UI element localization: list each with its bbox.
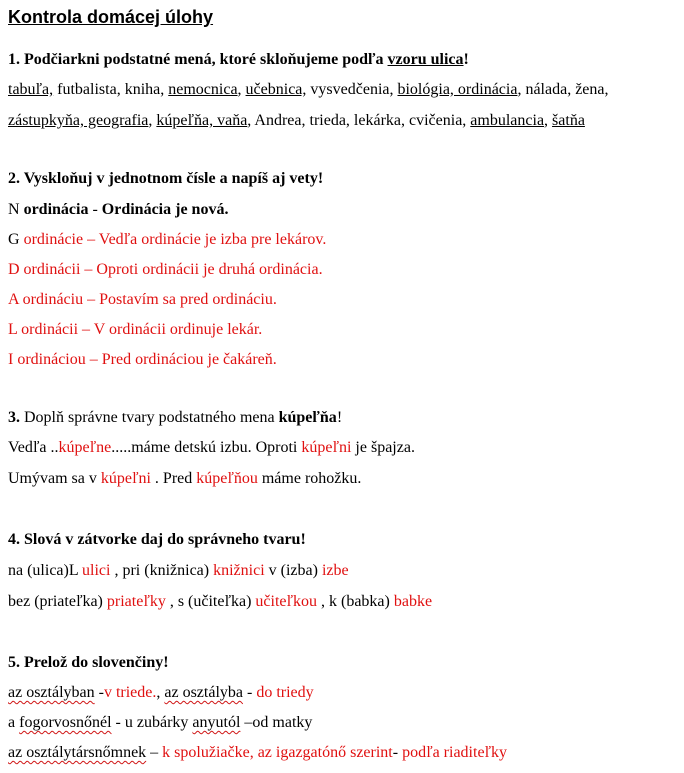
task2-instrumental: I ordináciou – Pred ordináciou je čakáreň.: [8, 351, 277, 368]
task5-l3-answer-1: k spolužiačke, az igazgatónő szerint: [162, 744, 393, 761]
underlined-noun: zástupkyňa, geografia: [8, 112, 149, 129]
word-segment: futbalista, kniha,: [53, 81, 169, 98]
underlined-noun: tabuľa,: [8, 81, 54, 98]
task4-l2-answer-1: priateľky: [106, 593, 166, 610]
underlined-noun: kúpeľňa, vaňa: [156, 112, 248, 129]
case-n-word: ordinácia: [23, 201, 89, 218]
task3-s2-answer-2: kúpeľňou: [196, 470, 258, 487]
task4-l2-text-c: , k (babka): [316, 593, 394, 610]
underlined-noun: ambulancia: [470, 112, 545, 129]
case-n-sep: -: [88, 201, 102, 218]
task3-s1-answer-2: kúpeľni: [301, 439, 352, 456]
word-segment: ,: [544, 112, 553, 129]
task1-words-line-2: [8, 111, 585, 131]
task5-l3-dash: –: [146, 744, 163, 761]
task3-heading-mark: !: [336, 409, 343, 426]
page-title: Kontrola domácej úlohy: [8, 7, 214, 27]
word-segment: ,: [237, 81, 246, 98]
task3-s2-text-c: máme rohožku.: [257, 470, 362, 487]
task4-l2-answer-2: učiteľkou: [255, 593, 317, 610]
case-n-sentence: Ordinácia je nová.: [101, 201, 229, 218]
task3-number: 3.: [8, 409, 20, 426]
task4-l1-text-c: v (izba): [264, 562, 322, 579]
task5-l1-source-1: az osztályban: [8, 684, 95, 701]
task4-l2-text-a: bez (priateľka): [8, 593, 107, 610]
task4-l2-answer-3: babke: [393, 593, 433, 610]
word-segment: , Andrea, trieda, lekárka, cvičenia,: [247, 112, 471, 129]
task2-heading: 2. Vyskloňuj v jednotnom čísle a napíš aj vety!: [8, 170, 324, 187]
task4-line-2: [8, 592, 432, 612]
task3-s2-text-b: . Pred: [150, 470, 197, 487]
case-g-label: G: [8, 231, 24, 248]
task5-l1-source-2: az osztályba: [164, 684, 243, 701]
task1-heading: [8, 50, 469, 70]
word-segment: , nálada, žena,: [517, 81, 609, 98]
task2-locative: L ordinácii – V ordinácii ordinuje lekár.: [8, 321, 263, 338]
task5-l3-source-1: az osztálytársnőmnek: [8, 744, 147, 761]
task1-words-line-1: [8, 80, 609, 100]
task4-l1-answer-3: izbe: [321, 562, 349, 579]
task2-nominative: [8, 200, 228, 220]
task5-l1-dash-2: -: [243, 684, 257, 701]
task3-s2-answer-1: kúpeľni: [100, 470, 151, 487]
task1-heading-text: 1. Podčiarkni podstatné mená, ktoré skloňujeme podľa: [8, 51, 388, 68]
task5-l3-dash-2: -: [392, 744, 403, 761]
task4-l1-answer-1: ulici: [82, 562, 111, 579]
task3-s1-answer-1: kúpeľne: [58, 439, 112, 456]
task5-l2-source-2: anyutól: [192, 714, 241, 731]
case-g-answer: ordinácie – Vedľa ordinácie je izba pre lekárov.: [23, 231, 327, 248]
task5-l1-answer-2: do triedy: [256, 684, 314, 701]
task3-s1-text-a: Vedľa ..: [8, 439, 59, 456]
task4-heading: 4. Slová v zátvorke daj do správneho tvaru!: [8, 531, 306, 548]
task3-sentence-1: [8, 438, 415, 458]
task5-line-3: [8, 743, 507, 763]
task4-l1-text-a: na (ulica)L: [8, 562, 83, 579]
task5-l1-gap: ,: [156, 684, 165, 701]
task2-dative: D ordinácii – Oproti ordinácii je druhá ordinácia.: [8, 261, 323, 278]
task3-word: kúpeľňa: [278, 409, 337, 426]
task3-s1-text-b: .....máme detskú izbu. Oproti: [111, 439, 302, 456]
task3-s1-text-c: je špajza.: [351, 439, 415, 456]
task5-l2-text-b: - u zubárky: [111, 714, 193, 731]
word-segment: vysvedčenia,: [306, 81, 398, 98]
task5-l1-dash-1: -: [94, 684, 104, 701]
underlined-noun: učebnica,: [245, 81, 307, 98]
task3-heading-text: Doplň správne tvary podstatného mena: [20, 409, 279, 426]
task5-l2-text-a: a: [8, 714, 20, 731]
task4-line-1: [8, 561, 349, 581]
task3-s2-text-a: Umývam sa v: [8, 470, 101, 487]
task5-line-2: [8, 713, 312, 733]
task3-sentence-2: [8, 469, 361, 489]
task3-heading: [8, 408, 342, 428]
task5-l2-text-c: –od matky: [240, 714, 313, 731]
task4-l1-answer-2: knižnici: [213, 562, 265, 579]
underlined-noun: biológia, ordinácia: [397, 81, 518, 98]
underlined-noun: nemocnica: [168, 81, 238, 98]
task5-l3-answer-2: podľa riaditeľky: [402, 744, 508, 761]
underlined-noun: šatňa: [552, 112, 585, 129]
task2-accusative: A ordináciu – Postavím sa pred ordináciu.: [8, 291, 277, 308]
task5-heading: 5. Prelož do slovenčiny!: [8, 654, 169, 671]
task5-l1-answer-1: v triede.: [103, 684, 157, 701]
task5-l2-source-1: fogorvosnőnél: [19, 714, 112, 731]
task2-genitive: [8, 230, 326, 250]
task4-l2-text-b: , s (učiteľka): [165, 593, 256, 610]
task5-line-1: [8, 683, 314, 703]
task4-l1-text-b: , pri (knižnica): [110, 562, 214, 579]
case-n-label: N: [8, 201, 24, 218]
task1-heading-pattern: vzoru ulica: [387, 51, 464, 68]
task1-heading-mark: !: [463, 51, 469, 68]
word-segment: ,: [148, 112, 157, 129]
